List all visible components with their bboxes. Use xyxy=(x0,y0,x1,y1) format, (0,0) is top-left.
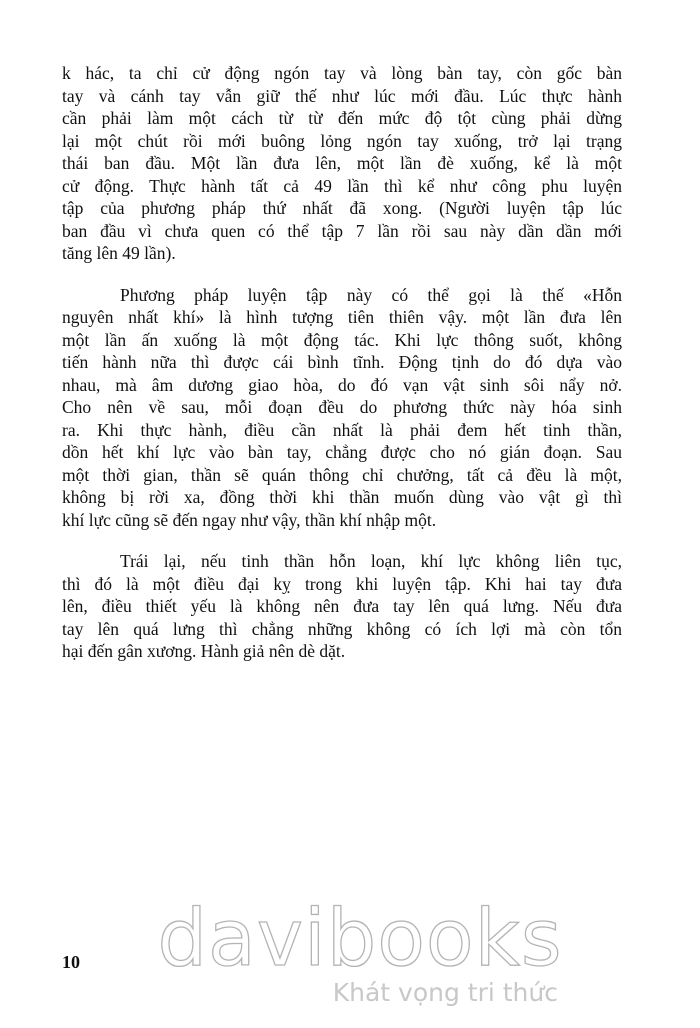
text-line: k hác, ta chỉ cử động ngón tay và lòng bàn tay, còn gốc bàn xyxy=(62,63,622,83)
page-number: 10 xyxy=(62,952,80,972)
paragraph-3 xyxy=(62,550,622,663)
text-line: nhau, mà âm dương giao hòa, do đó vạn vật sinh sôi nẩy nở. xyxy=(62,374,622,395)
watermark xyxy=(150,894,570,1008)
text-line: không bị rời xa, đồng thời khi thần muốn dùng vào vật gì thì xyxy=(62,487,622,507)
text-line: hại đến gân xương. Hành giả nên dè dặt. xyxy=(62,641,346,661)
text-line: một lần ấn xuống là một động tác. Khi lực thông suốt, không xyxy=(62,329,622,350)
watermark-tagline: Khát vọng tri thức xyxy=(332,978,558,1007)
text-line: dồn hết khí lực vào bàn tay, chẳng được cho nó gián đoạn. Sau xyxy=(62,442,622,462)
paragraph-gap xyxy=(62,265,622,284)
text-line: Cho nên về sau, mỗi đoạn đều do phương thức này hóa sinh xyxy=(62,397,622,417)
text-line: tay lên quá lưng thì chẳng những không có ích lợi mà còn tổn xyxy=(62,618,622,639)
text-line: cần phải làm một cách từ từ đến mức độ tột cùng phải dừng xyxy=(62,108,622,128)
paragraph-2 xyxy=(62,284,622,532)
text-line: thái ban đầu. Một lần đưa lên, một lần đè xuống, kể là một xyxy=(62,153,622,173)
text-line: ban đầu vì chưa quen có thể tập 7 lần rồi sau này dần dần mới xyxy=(62,220,622,241)
text-line: lại một chút rồi mới buông lỏng ngón tay xuống, trở lại trạng xyxy=(62,130,622,151)
text-line: nguyên nhất khí» là hình tượng tiên thiên vậy. một lần đưa lên xyxy=(62,307,622,327)
text-line: một thời gian, thần sẽ quán thông chỉ chưởng, tất cả đều là một, xyxy=(62,464,622,485)
text-line: Trái lại, nếu tinh thần hỗn loạn, khí lực không liên tục, xyxy=(120,551,622,571)
page-body-text xyxy=(62,62,622,663)
text-line: lên, điều thiết yếu là không nên đưa tay lên quá lưng. Nếu đưa xyxy=(62,596,622,616)
text-line: Phương pháp luyện tập này có thể gọi là thế «Hỗn xyxy=(120,284,622,305)
text-line: tiến hành nữa thì được cái bình tĩnh. Động tịnh do đó dựa vào xyxy=(62,352,622,372)
text-line: ra. Khi thực hành, điều cần nhất là phải đem hết tinh thần, xyxy=(62,419,622,440)
text-line: khí lực cũng sẽ đến ngay như vậy, thần khí nhập một. xyxy=(62,509,437,530)
text-line: tăng lên 49 lần). xyxy=(62,243,176,263)
text-line: cử động. Thực hành tất cả 49 lần thì kể như công phu luyện xyxy=(62,175,622,196)
paragraph-1 xyxy=(62,62,622,265)
text-line: tay và cánh tay vẫn giữ thế như lúc mới đầu. Lúc thực hành xyxy=(62,85,622,106)
text-line: tập của phương pháp thứ nhất đã xong. (Người luyện tập lúc xyxy=(62,198,622,218)
text-line: thì đó là một điều đại kỵ trong khi luyện tập. Khi hai tay đưa xyxy=(62,573,622,594)
paragraph-gap xyxy=(62,531,622,550)
watermark-title: davibooks xyxy=(157,894,563,984)
